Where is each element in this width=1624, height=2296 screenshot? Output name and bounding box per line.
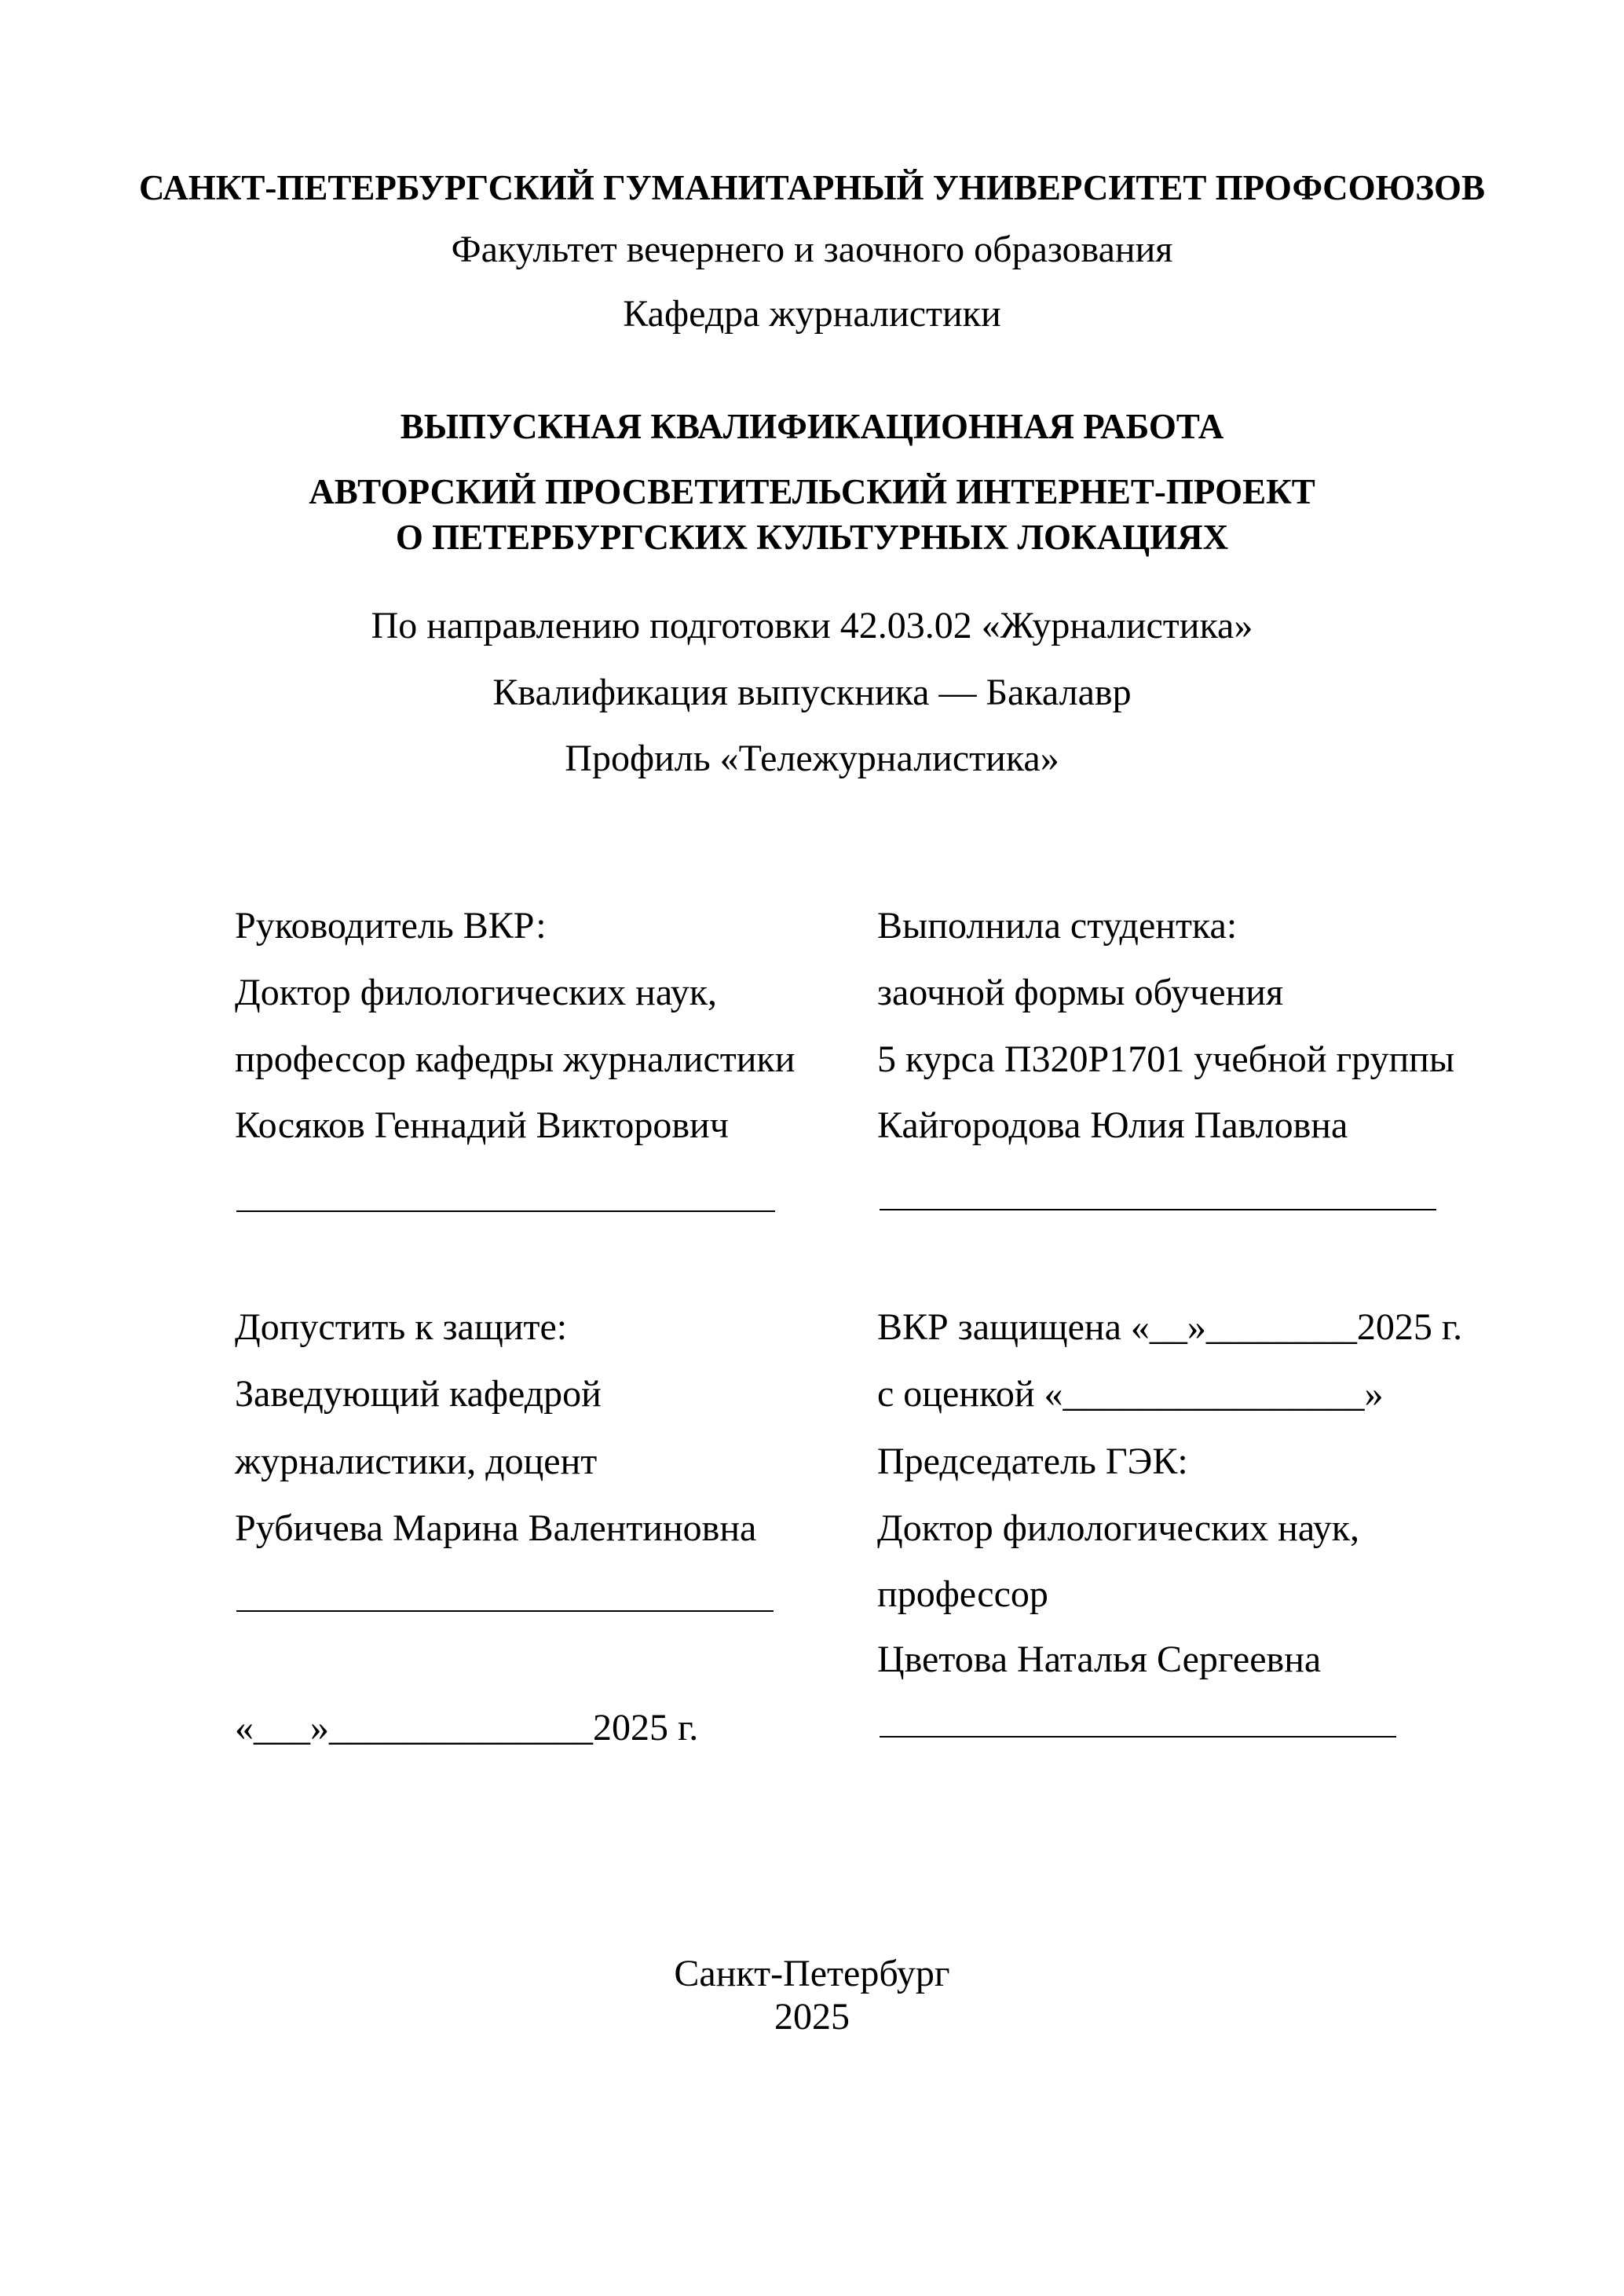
defense-date: ВКР защищена «__»________2025 г.: [877, 1306, 1463, 1348]
student-signature-line: [880, 1209, 1436, 1210]
commission-chair-signature-line: [880, 1736, 1396, 1738]
program-profile: Профиль «Тележурналистика»: [565, 738, 1059, 779]
defense-grade: с оценкой «________________»: [877, 1373, 1384, 1415]
admission-head-title: Заведующий кафедрой: [235, 1373, 602, 1415]
footer-city: Санкт-Петербург: [674, 1953, 950, 1994]
commission-chair-label: Председатель ГЭК:: [877, 1441, 1188, 1482]
admission-label: Допустить к защите:: [235, 1306, 568, 1348]
department-name: Кафедра журналистики: [623, 293, 1001, 335]
student-group: 5 курса П320Р1701 учебной группы: [877, 1038, 1455, 1080]
admission-head-name: Рубичева Марина Валентиновна: [235, 1507, 757, 1549]
admission-signature-line: [236, 1610, 774, 1612]
supervisor-degree: Доктор филологических наук,: [235, 972, 718, 1013]
supervisor-name: Косяков Геннадий Викторович: [235, 1104, 729, 1146]
admission-head-position: журналистики, доцент: [235, 1441, 598, 1482]
commission-chair-degree: Доктор филологических наук,: [877, 1507, 1360, 1549]
university-name: САНКТ-ПЕТЕРБУРГСКИЙ ГУМАНИТАРНЫЙ УНИВЕРСИТЕТ ПРОФСОЮЗОВ: [138, 168, 1486, 207]
supervisor-position: профессор кафедры журналистики: [235, 1038, 796, 1080]
student-name: Кайгородова Юлия Павловна: [877, 1104, 1348, 1146]
program-direction: По направлению подготовки 42.03.02 «Журналистика»: [371, 605, 1253, 646]
student-study-form: заочной формы обучения: [877, 972, 1284, 1013]
commission-chair-name: Цветова Наталья Сергеевна: [877, 1639, 1322, 1680]
program-qualification: Квалификация выпускника — Бакалавр: [492, 672, 1132, 713]
supervisor-label: Руководитель ВКР:: [235, 905, 547, 947]
admission-date: «___»______________2025 г.: [235, 1707, 699, 1749]
supervisor-signature-line: [236, 1210, 775, 1212]
work-type: ВЫПУСКНАЯ КВАЛИФИКАЦИОННАЯ РАБОТА: [400, 407, 1224, 446]
footer-year: 2025: [774, 1996, 850, 2038]
faculty-name: Факультет вечернего и заочного образования: [451, 229, 1173, 270]
student-label: Выполнила студентка:: [877, 905, 1238, 947]
topic-line-2: О ПЕТЕРБУРГСКИХ КУЛЬТУРНЫХ ЛОКАЦИЯХ: [395, 518, 1229, 557]
commission-chair-position: профессор: [877, 1573, 1048, 1615]
topic-line-1: АВТОРСКИЙ ПРОСВЕТИТЕЛЬСКИЙ ИНТЕРНЕТ-ПРОЕКТ: [309, 472, 1315, 511]
